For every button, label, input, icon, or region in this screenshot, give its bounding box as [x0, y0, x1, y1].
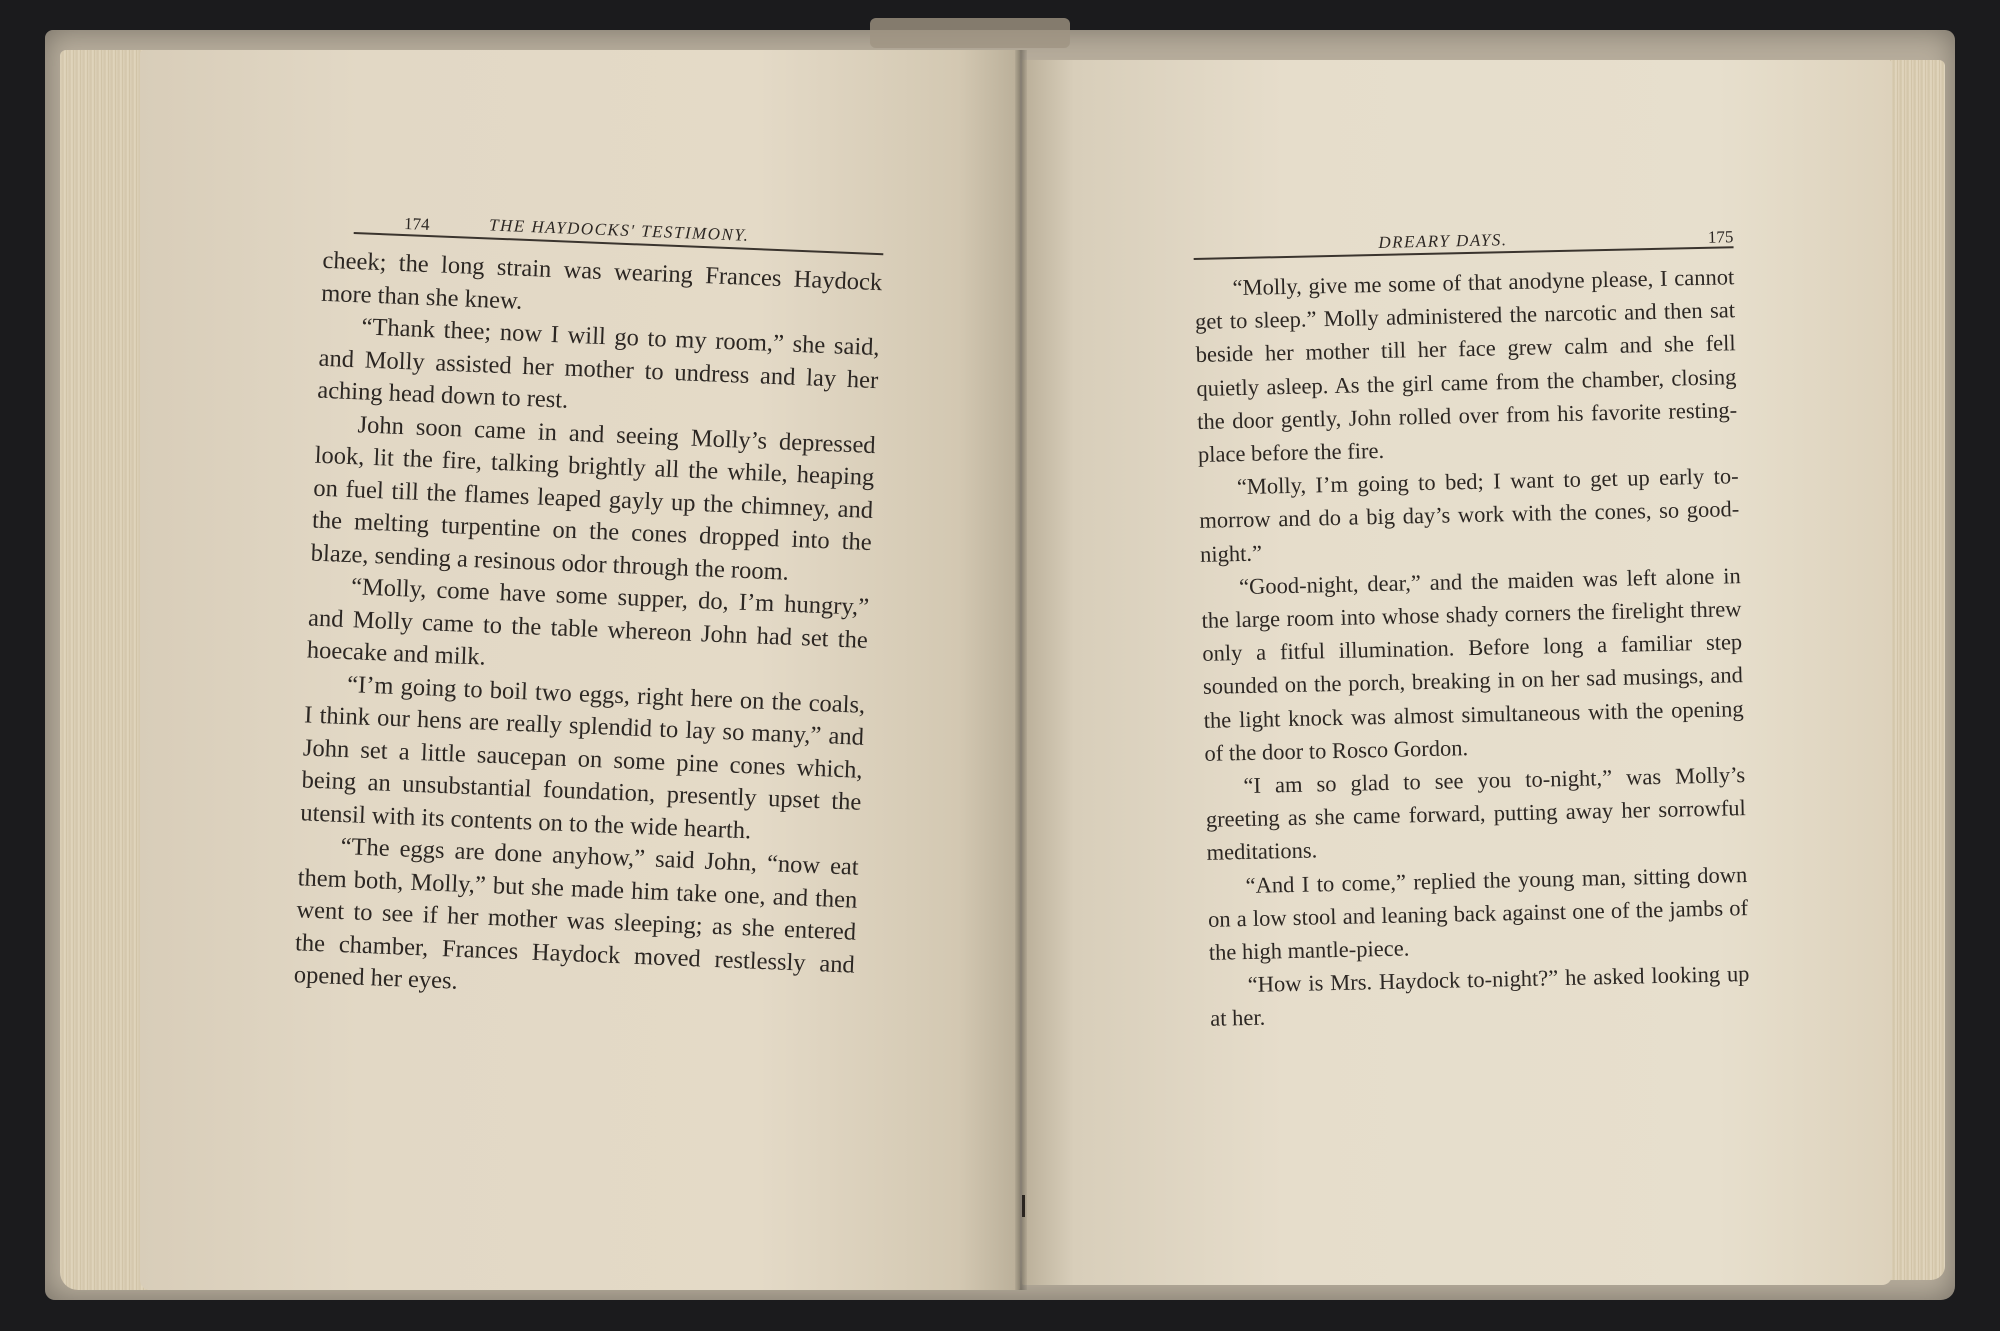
paragraph: “Molly, come have some supper, do, I’m hungry,” and Molly came to the table whereon John had set the hoecake and milk. — [306, 573, 870, 671]
right-page-text — [1193, 216, 1750, 1035]
paragraph: “I’m going to boil two eggs, right here on the coals, I think our hens are really splendid to lay so many,” and John set a little saucepan on some pine cones which, being an unsubstantial foundation, presently upset the utensil with its contents on to the wide hearth. — [299, 670, 866, 844]
book-gutter — [1015, 50, 1027, 1290]
left-running-title: THE HAYDOCKS' TESTIMONY. — [488, 215, 750, 245]
right-page-body — [1194, 260, 1751, 1035]
paragraph: “Molly, I’m going to bed; I want to get up early to-morrow and do a big day’s work with the cones, so good-night.” — [1199, 463, 1740, 567]
right-running-title: DREARY DAYS. — [1378, 230, 1508, 252]
left-page-body — [293, 245, 883, 1014]
spine-top-edge — [870, 18, 1070, 48]
paragraph: John soon came in and seeing Molly’s depressed look, lit the fire, talking brightly all the while, heaping on fuel till the flames leaped gayly up the chimney, and the melting turpentine on the cones dropped into the blaze, sending a resinous odor through the room. — [310, 410, 877, 586]
left-page-number: 174 — [403, 214, 430, 235]
paragraph: “How is Mrs. Haydock to-night?” he asked looking up at her. — [1209, 961, 1750, 1032]
paragraph: “Thank thee; now I will go to my room,” she said, and Molly assisted her mother to undress and lay her aching head down to rest. — [316, 313, 881, 414]
paragraph: “The eggs are done anyhow,” said John, “now eat them both, Molly,” but she made him take one, and then went to see if her mother was sleeping; as she entered the chamber, Frances Haydock moved restlessly and opened her eyes. — [293, 832, 860, 995]
paragraph: cheek; the long strain was wearing Frances Haydock more than she knew. — [320, 246, 883, 315]
gutter-mark — [1022, 1195, 1025, 1217]
right-page-number: 175 — [1707, 227, 1734, 247]
paragraph: “Good-night, dear,” and the maiden was left alone in the large room into whose shady corners the firelight threw only a fitful illumination. Before long a familiar step sounded on the porch, breaking in on her sad musings, and the light knock was almost simultaneous with the opening of the door to Rosco Gordon. — [1201, 562, 1744, 766]
left-page-text — [273, 200, 884, 1014]
paragraph: “I am so glad to see you to-night,” was Molly’s greeting as she came forward, putting away her sorrowful meditations. — [1205, 762, 1747, 866]
paragraph: “And I to come,” replied the young man, sitting down on a low stool and leaning back against one of the jambs of the high mantle-piece. — [1207, 861, 1749, 965]
paragraph: “Molly, give me some of that anodyne please, I cannot get to sleep.” Molly administered the narcotic and then sat beside her mother till her face grew calm and she fell quietly asleep. As the girl came from the chamber, closing the door gently, John rolled over from his favorite resting-place before the fire. — [1194, 264, 1738, 467]
